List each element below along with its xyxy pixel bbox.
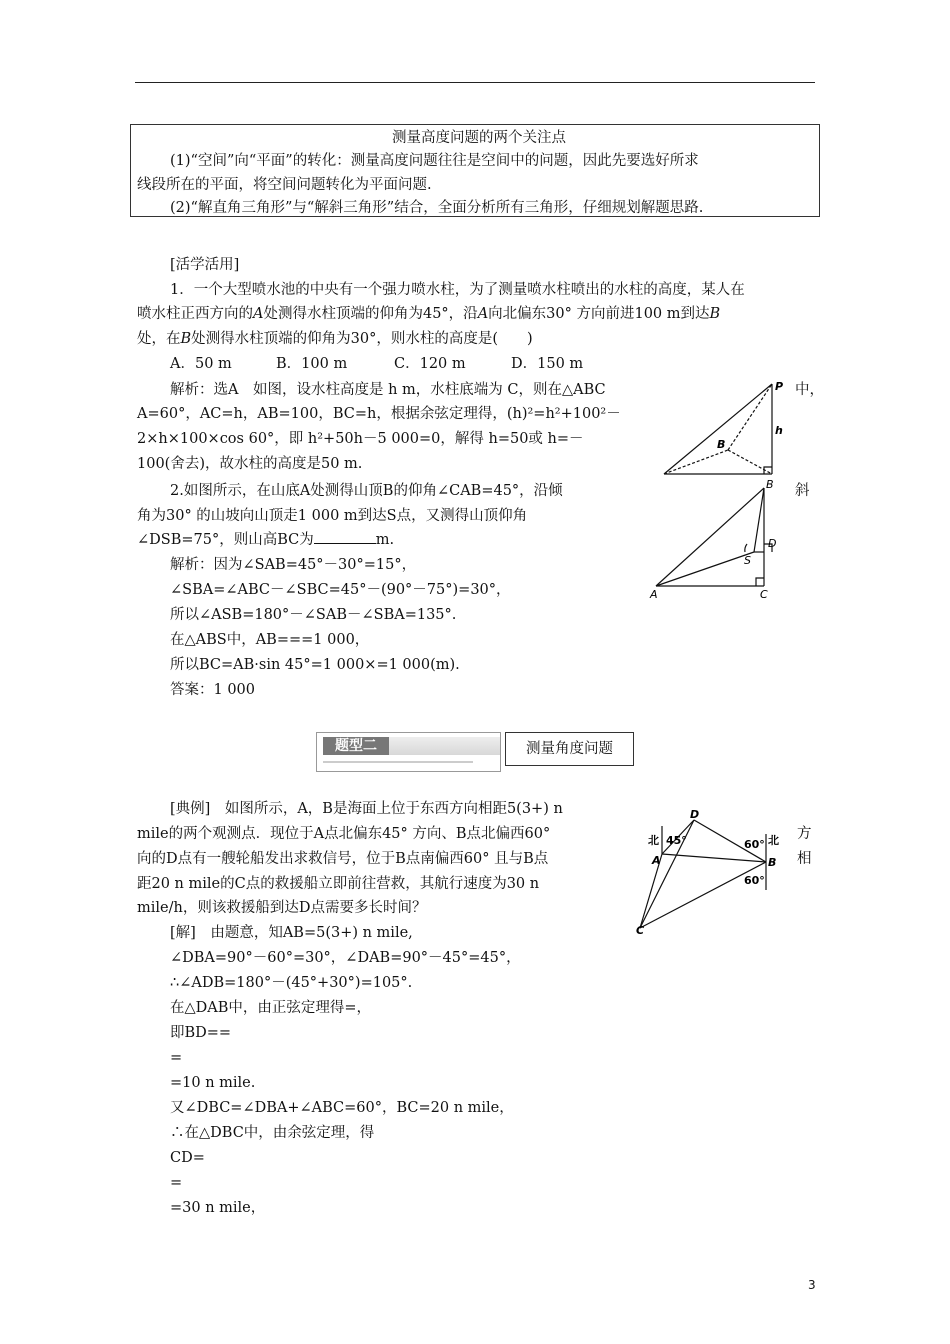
fig2-label-b: B bbox=[766, 480, 774, 491]
figure-rescue bbox=[636, 808, 788, 934]
solution-line-11: = bbox=[170, 1175, 183, 1191]
q1-solution-3: 2×h×100×cos 60°，即 h²+50h－5 000=0，解得 h=50或 h=－ bbox=[137, 431, 584, 447]
q2-solution-1: 解析：因为∠SAB=45°－30°=15°， bbox=[170, 557, 417, 573]
solution-line-9: ∴在△DBC中，由余弦定理，得 bbox=[170, 1125, 375, 1141]
q1-option-b: B．100 m bbox=[276, 356, 348, 372]
note-box-point-2: (2)“解直角三角形”与“解斜三角形”结合，全面分析所有三角形，仔细规划解题思路. bbox=[170, 200, 704, 216]
q1-option-c: C．120 m bbox=[394, 356, 466, 372]
section-tag: 题型二 bbox=[323, 737, 389, 755]
q2-line-1-end: 斜 bbox=[795, 483, 810, 499]
solution-line-8: 又∠DBC=∠DBA+∠ABC=60°，BC=20 n mile， bbox=[170, 1100, 514, 1116]
note-box-title: 测量高度问题的两个关注点 bbox=[392, 130, 566, 146]
q1-solution-4: 100(舍去)，故水柱的高度是50 m. bbox=[137, 456, 363, 472]
fig3-angle-60-top: 60° bbox=[744, 838, 765, 851]
fig1-label-p: P bbox=[775, 380, 784, 393]
solution-line-12: =30 n mile， bbox=[170, 1200, 266, 1216]
q2-solution-3: 所以∠ASB=180°－∠SAB－∠SBA=135°. bbox=[170, 607, 457, 623]
fig3-north-left: 北 bbox=[648, 834, 659, 847]
header-rule bbox=[135, 82, 815, 83]
q1-line-3: 处，在B处测得水柱顶端的仰角为30°，则水柱的高度是( ) bbox=[137, 331, 533, 347]
solution-line-10: CD= bbox=[170, 1150, 205, 1166]
q1-option-d: D．150 m bbox=[511, 356, 584, 372]
note-box-point-1-cont: 线段所在的平面，将空间问题转化为平面问题. bbox=[137, 177, 432, 193]
section-underline bbox=[323, 761, 473, 763]
example-line-1: [典例] 如图所示，A，B是海面上位于东西方向相距5(3+) n bbox=[170, 801, 563, 817]
section-strip bbox=[389, 737, 500, 755]
fig3-label-a: A bbox=[652, 854, 661, 867]
section-title: 测量角度问题 bbox=[505, 732, 634, 766]
example-line-4: 距20 n mile的C点的救援船立即前往营救，其航行速度为30 n bbox=[137, 876, 540, 892]
solution-line-5: 即BD== bbox=[170, 1025, 232, 1041]
fig2-label-a: A bbox=[650, 588, 658, 601]
practice-heading: [活学活用] bbox=[170, 257, 240, 273]
q2-answer: 答案：1 000 bbox=[170, 682, 256, 698]
example-line-3: 向的D点有一艘轮船发出求救信号，位于B点南偏西60° 且与B点 bbox=[137, 851, 549, 867]
page-number: 3 bbox=[808, 1278, 816, 1292]
solution-line-3: ∴∠ADB=180°－(45°+30°)=105°. bbox=[170, 975, 413, 991]
section-banner bbox=[316, 732, 501, 772]
figure-mountain bbox=[648, 480, 788, 602]
answer-blank[interactable] bbox=[314, 530, 376, 544]
q2-solution-4: 在△ABS中，AB===1 000， bbox=[170, 632, 370, 648]
q2-line-2: 角为30° 的山坡向山顶走1 000 m到达S点，又测得山顶仰角 bbox=[137, 508, 528, 524]
q2-line-3: ∠DSB=75°，则山高BC为 m. bbox=[137, 532, 395, 548]
fig1-label-h: h bbox=[775, 424, 783, 437]
figure-water-column bbox=[654, 378, 790, 482]
fig3-north-right: 北 bbox=[768, 834, 779, 847]
solution-line-6: = bbox=[170, 1050, 183, 1066]
example-line-2-end: 相 bbox=[797, 851, 812, 867]
q2-line-1: 2.如图所示，在山底A处测得山顶B的仰角∠CAB=45°，沿倾 bbox=[170, 483, 563, 499]
fig3-angle-45: 45° bbox=[666, 834, 687, 847]
q2-solution-2: ∠SBA=∠ABC－∠SBC=45°－(90°－75°)=30°， bbox=[170, 582, 511, 598]
q2-solution-5: 所以BC=AB·sin 45°=1 000×=1 000(m). bbox=[170, 657, 460, 673]
q1-solution-1: 解析：选A 如图，设水柱高度是 h m，水柱底端为 C，则在△ABC bbox=[170, 382, 606, 398]
q1-option-a: A．50 m bbox=[170, 356, 232, 372]
solution-line-2: ∠DBA=90°－60°=30°，∠DAB=90°－45°=45°， bbox=[170, 950, 521, 966]
solution-line-4: 在△DAB中，由正弦定理得=， bbox=[170, 1000, 372, 1016]
q1-solution-1-end: 中， bbox=[795, 382, 824, 398]
fig1-label-b: B bbox=[717, 438, 726, 451]
example-line-1-end: 方 bbox=[797, 826, 812, 842]
note-box-point-1: (1)“空间”向“平面”的转化：测量高度问题往往是空间中的问题，因此先要选好所求 bbox=[170, 153, 699, 169]
fig3-label-b: B bbox=[768, 856, 777, 869]
example-line-5: mile/h，则该救援船到达D点需要多长时间？ bbox=[137, 900, 427, 916]
fig2-label-d: D bbox=[768, 537, 777, 550]
q1-solution-2: A=60°，AC=h，AB=100，BC=h，根据余弦定理得，(h)²=h²+100²－ bbox=[137, 406, 621, 422]
solution-line-7: =10 n mile. bbox=[170, 1075, 256, 1091]
fig3-label-c: C bbox=[636, 924, 645, 934]
q1-line-1: 1．一个大型喷水池的中央有一个强力喷水柱，为了测量喷水柱喷出的水柱的高度，某人在 bbox=[170, 282, 745, 298]
fig2-label-c: C bbox=[760, 588, 768, 601]
fig2-label-s: S bbox=[744, 554, 751, 567]
q1-line-2: 喷水柱正西方向的A处测得水柱顶端的仰角为45°，沿A向北偏东30° 方向前进100 m到达B bbox=[137, 306, 721, 322]
solution-line-1: [解] 由题意，知AB=5(3+) n mile, bbox=[170, 925, 413, 941]
fig3-angle-60-bottom: 60° bbox=[744, 874, 765, 887]
fig3-label-d: D bbox=[690, 808, 700, 821]
example-line-2: mile的两个观测点．现位于A点北偏东45° 方向、B点北偏西60° bbox=[137, 826, 551, 842]
